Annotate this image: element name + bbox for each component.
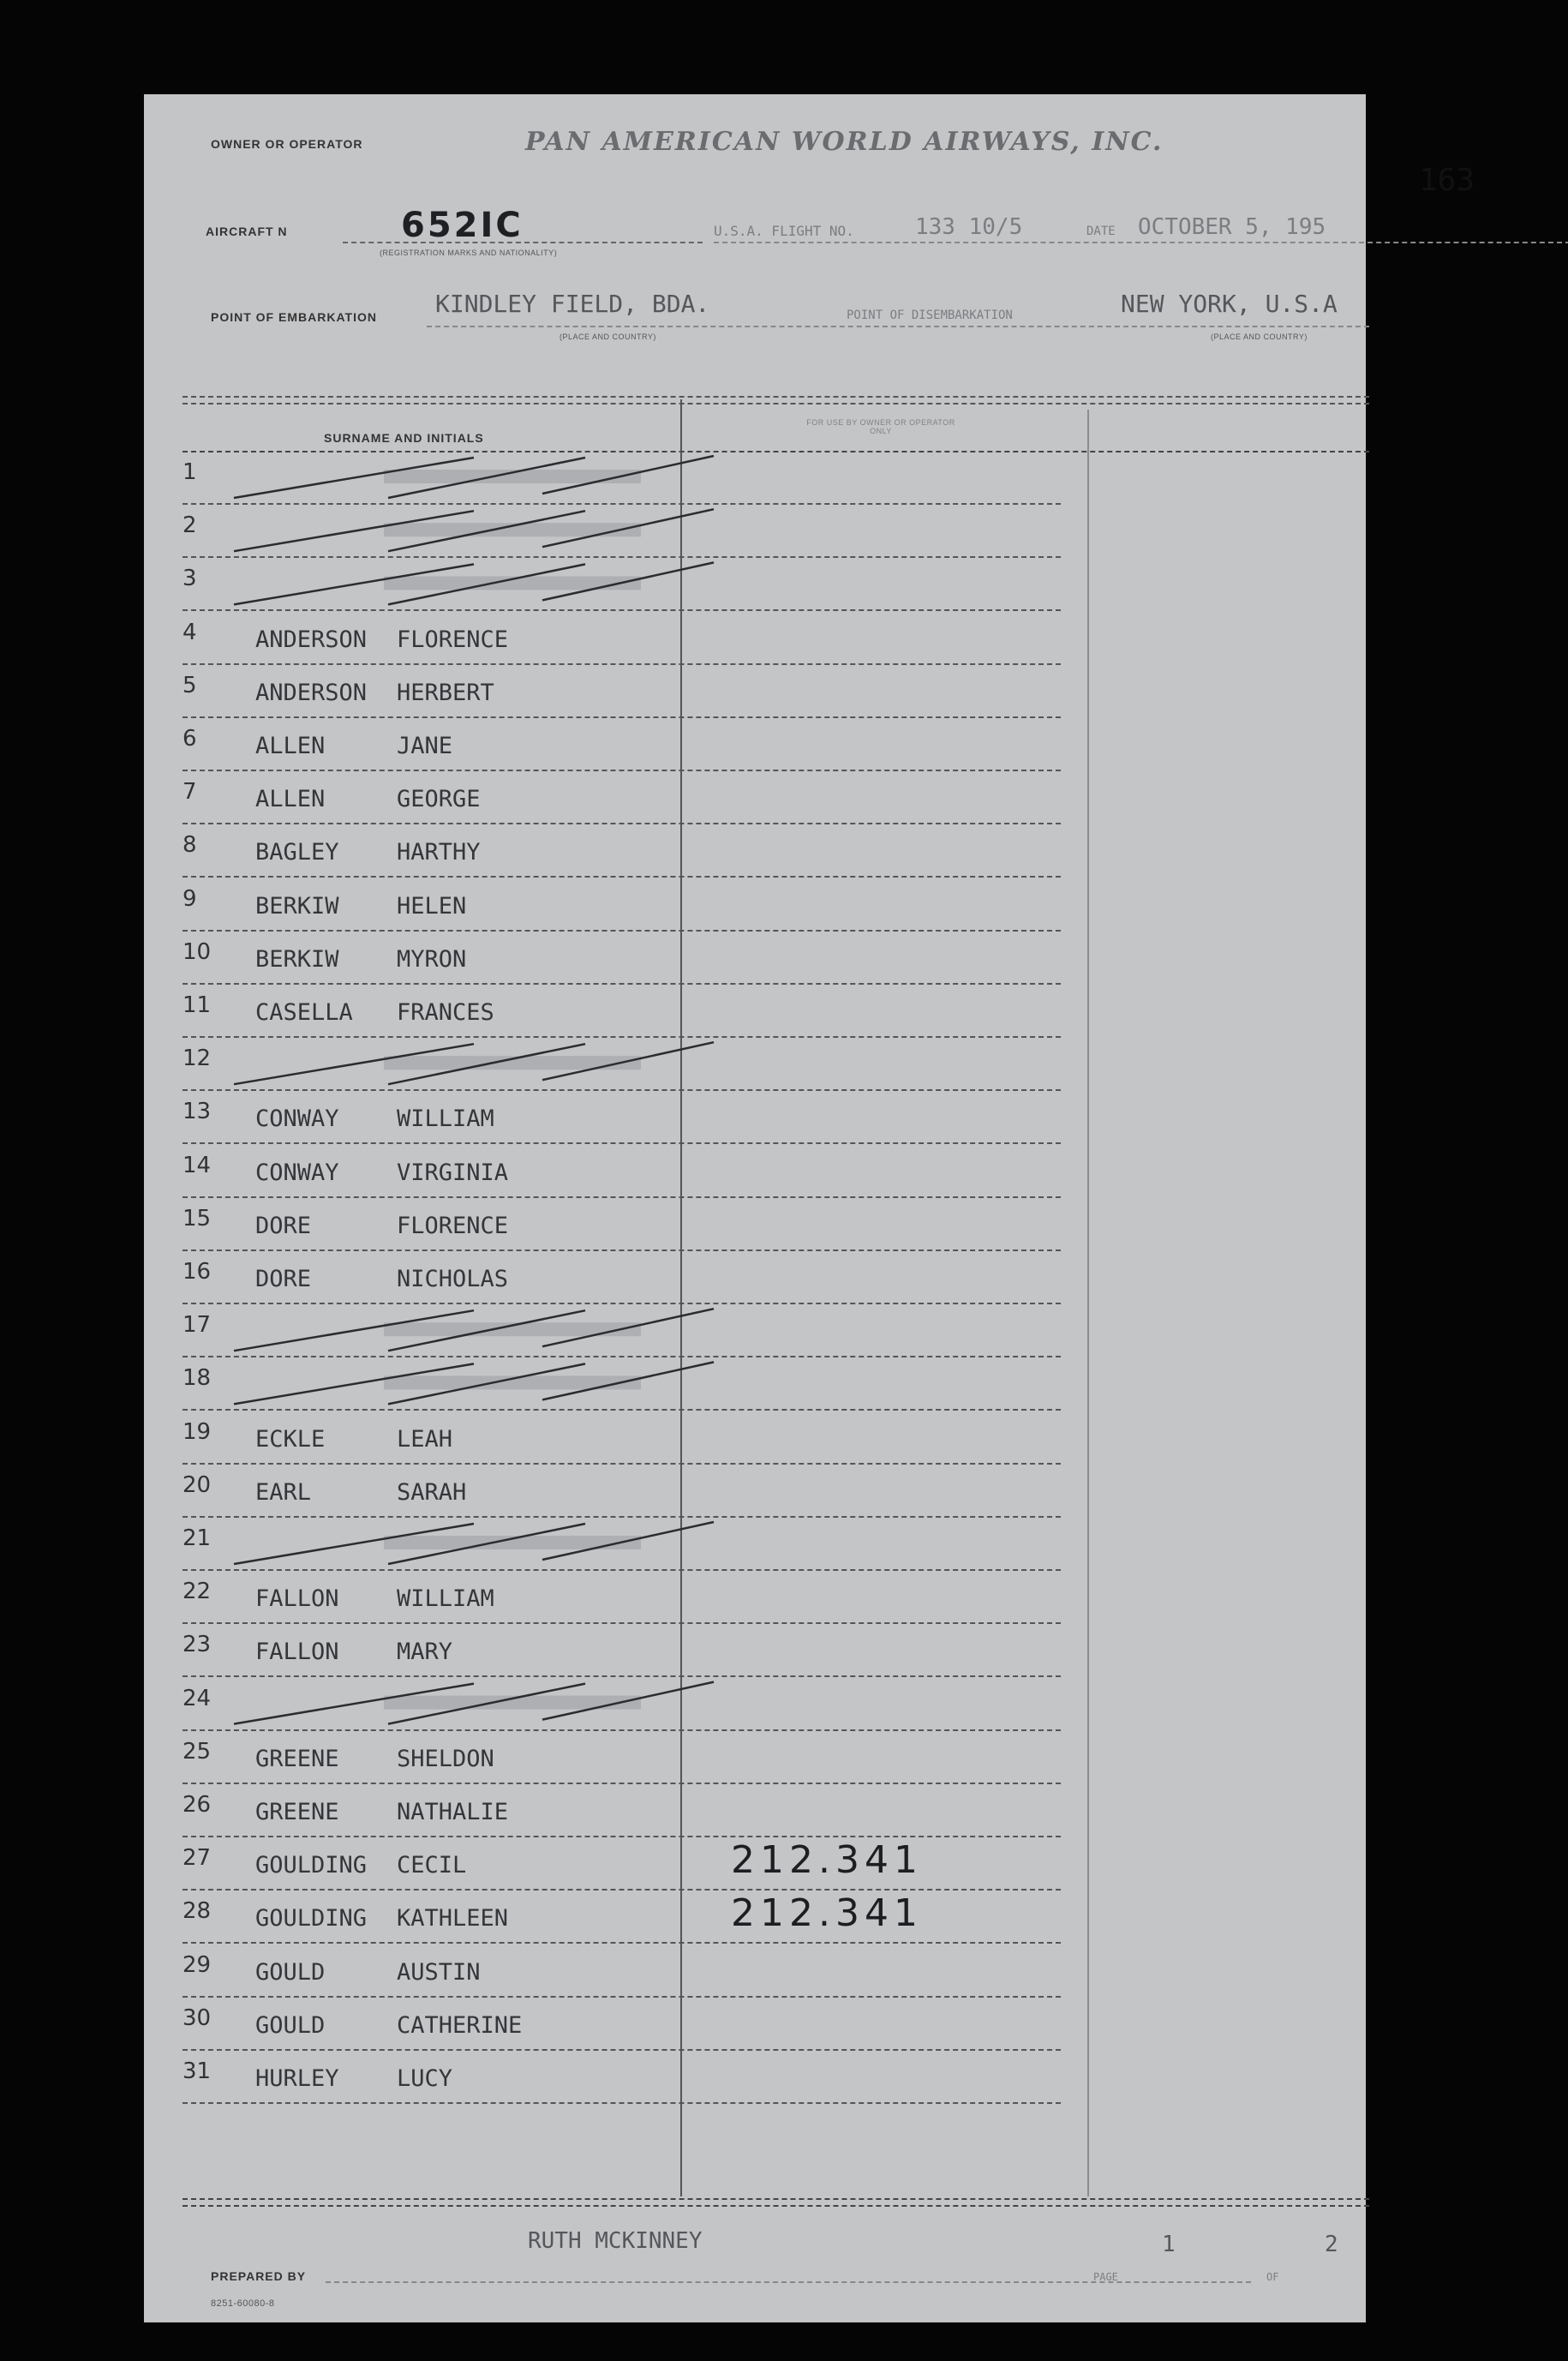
passenger-given-name: VIRGINIA bbox=[397, 1159, 509, 1186]
owner-value: PAN AMERICAN WORLD AIRWAYS, INC. bbox=[525, 127, 1164, 157]
aircraft-value: 652IC bbox=[401, 206, 524, 245]
embark-caption: (PLACE AND COUNTRY) bbox=[560, 333, 656, 341]
handwritten-code: 212.341 bbox=[731, 1838, 923, 1883]
date-value: OCTOBER 5, 195 bbox=[1138, 214, 1326, 240]
row-number: 18 bbox=[183, 1365, 212, 1392]
row-number: 27 bbox=[183, 1845, 212, 1872]
passenger-surname: GOULD bbox=[255, 2011, 326, 2039]
row-number: 16 bbox=[183, 1259, 212, 1285]
passenger-surname: CASELLA bbox=[255, 999, 353, 1026]
table-bottom-rule-2 bbox=[183, 2205, 1369, 2207]
passenger-surname: GREENE bbox=[255, 1799, 339, 1825]
passenger-surname: GOULDING bbox=[255, 1852, 368, 1879]
manifest-sheet bbox=[144, 94, 1475, 2322]
passenger-surname: BAGLEY bbox=[255, 839, 339, 866]
passenger-surname: EARL bbox=[255, 1478, 312, 1506]
passenger-given-name: HERBERT bbox=[397, 679, 494, 706]
row-number: 11 bbox=[183, 992, 212, 1018]
passenger-given-name: LUCY bbox=[397, 2065, 453, 2092]
form-number: 8251-60080-8 bbox=[211, 2298, 275, 2309]
row-number: 10 bbox=[183, 938, 212, 965]
date-label: DATE bbox=[1086, 225, 1116, 238]
passenger-given-name: MARY bbox=[397, 1639, 453, 1666]
passenger-given-name: SHELDON bbox=[397, 1745, 494, 1772]
row-number: 13 bbox=[183, 1099, 212, 1125]
passenger-surname: FALLON bbox=[255, 1585, 339, 1613]
row-number: 30 bbox=[183, 2004, 212, 2031]
passenger-surname: HURLEY bbox=[255, 2065, 339, 2092]
passenger-given-name: WILLIAM bbox=[397, 1106, 494, 1133]
flight-label: U.S.A. FLIGHT NO. bbox=[714, 223, 854, 239]
row-number: 2 bbox=[183, 512, 197, 539]
passenger-given-name: NATHALIE bbox=[397, 1799, 509, 1825]
passenger-given-name: WILLIAM bbox=[397, 1585, 494, 1613]
passenger-surname: BERKIW bbox=[255, 892, 339, 920]
of-value: 2 bbox=[1325, 2232, 1338, 2257]
owner-label: OWNER OR OPERATOR bbox=[211, 137, 363, 151]
row-number: 19 bbox=[183, 1418, 212, 1445]
passenger-given-name: FLORENCE bbox=[397, 1212, 509, 1239]
passenger-given-name: FRANCES bbox=[397, 999, 494, 1026]
row-number: 25 bbox=[183, 1738, 212, 1765]
passenger-surname: ALLEN bbox=[255, 786, 326, 813]
passenger-given-name: HELEN bbox=[397, 892, 467, 920]
row-number: 17 bbox=[183, 1312, 212, 1339]
column-owner-use: FOR USE BY OWNER OR OPERATOR ONLY bbox=[806, 418, 955, 435]
row-number: 1 bbox=[183, 459, 197, 485]
embark-label: POINT OF EMBARKATION bbox=[211, 310, 377, 324]
passenger-given-name: MYRON bbox=[397, 945, 467, 973]
passenger-given-name: CECIL bbox=[397, 1852, 467, 1879]
row-number: 22 bbox=[183, 1579, 212, 1605]
row-number: 4 bbox=[183, 619, 197, 645]
row-number: 3 bbox=[183, 566, 197, 592]
row-number: 28 bbox=[183, 1898, 212, 1925]
row-number: 26 bbox=[183, 1792, 212, 1818]
passenger-surname: GOULDING bbox=[255, 1905, 368, 1933]
disembark-caption: (PLACE AND COUNTRY) bbox=[1211, 333, 1308, 341]
row-number: 7 bbox=[183, 779, 197, 806]
aircraft-label: AIRCRAFT N bbox=[206, 225, 288, 238]
passenger-surname: FALLON bbox=[255, 1639, 339, 1666]
prepared-label: PREPARED BY bbox=[211, 2269, 307, 2283]
passenger-given-name: FLORENCE bbox=[397, 626, 509, 653]
passenger-surname: GREENE bbox=[255, 1745, 339, 1772]
passenger-given-name: HARTHY bbox=[397, 839, 481, 866]
embark-value: KINDLEY FIELD, BDA. bbox=[435, 290, 710, 318]
prepared-value: RUTH MCKINNEY bbox=[528, 2228, 703, 2254]
passenger-given-name: KATHLEEN bbox=[397, 1905, 509, 1933]
of-label: OF bbox=[1266, 2271, 1279, 2283]
row-number: 6 bbox=[183, 726, 197, 752]
passenger-given-name: SARAH bbox=[397, 1478, 467, 1506]
passenger-surname: ANDERSON bbox=[255, 679, 368, 706]
column-surname: SURNAME AND INITIALS bbox=[324, 431, 484, 445]
row-number: 23 bbox=[183, 1632, 212, 1658]
passenger-given-name: GEORGE bbox=[397, 786, 481, 813]
page-label: PAGE bbox=[1093, 2271, 1118, 2283]
passenger-surname: GOULD bbox=[255, 1958, 326, 1986]
passenger-given-name: AUSTIN bbox=[397, 1958, 481, 1986]
row-number: 29 bbox=[183, 1951, 212, 1978]
row-number: 14 bbox=[183, 1152, 212, 1178]
passenger-given-name: LEAH bbox=[397, 1425, 453, 1453]
passenger-given-name: CATHERINE bbox=[397, 2011, 523, 2039]
passenger-surname: DORE bbox=[255, 1212, 312, 1239]
row-number: 31 bbox=[183, 2058, 212, 2084]
disembark-value: NEW YORK, U.S.A bbox=[1121, 290, 1338, 318]
page-stamp: 163 bbox=[1419, 163, 1475, 198]
row-number: 9 bbox=[183, 885, 197, 912]
passenger-surname: CONWAY bbox=[255, 1106, 339, 1133]
aircraft-caption: (REGISTRATION MARKS AND NATIONALITY) bbox=[380, 249, 558, 257]
row-number: 24 bbox=[183, 1685, 212, 1711]
disembark-label: POINT OF DISEMBARKATION bbox=[847, 309, 1013, 322]
table-bottom-rule bbox=[183, 2198, 1369, 2200]
passenger-surname: ECKLE bbox=[255, 1425, 326, 1453]
page-value: 1 bbox=[1162, 2232, 1176, 2257]
strike-overlay bbox=[144, 94, 1366, 2322]
row-number: 12 bbox=[183, 1046, 212, 1072]
row-number: 8 bbox=[183, 832, 197, 859]
passenger-given-name: JANE bbox=[397, 733, 453, 759]
passenger-surname: DORE bbox=[255, 1266, 312, 1292]
flight-value: 133 10/5 bbox=[915, 214, 1023, 240]
passenger-given-name: NICHOLAS bbox=[397, 1266, 509, 1292]
passenger-surname: ALLEN bbox=[255, 733, 326, 759]
row-number: 21 bbox=[183, 1525, 212, 1551]
passenger-surname: ANDERSON bbox=[255, 626, 368, 653]
row-number: 5 bbox=[183, 672, 197, 698]
row-number: 15 bbox=[183, 1205, 212, 1231]
handwritten-code: 212.341 bbox=[731, 1891, 923, 1936]
row-number: 20 bbox=[183, 1471, 212, 1498]
passenger-surname: BERKIW bbox=[255, 945, 339, 973]
passenger-surname: CONWAY bbox=[255, 1159, 339, 1186]
